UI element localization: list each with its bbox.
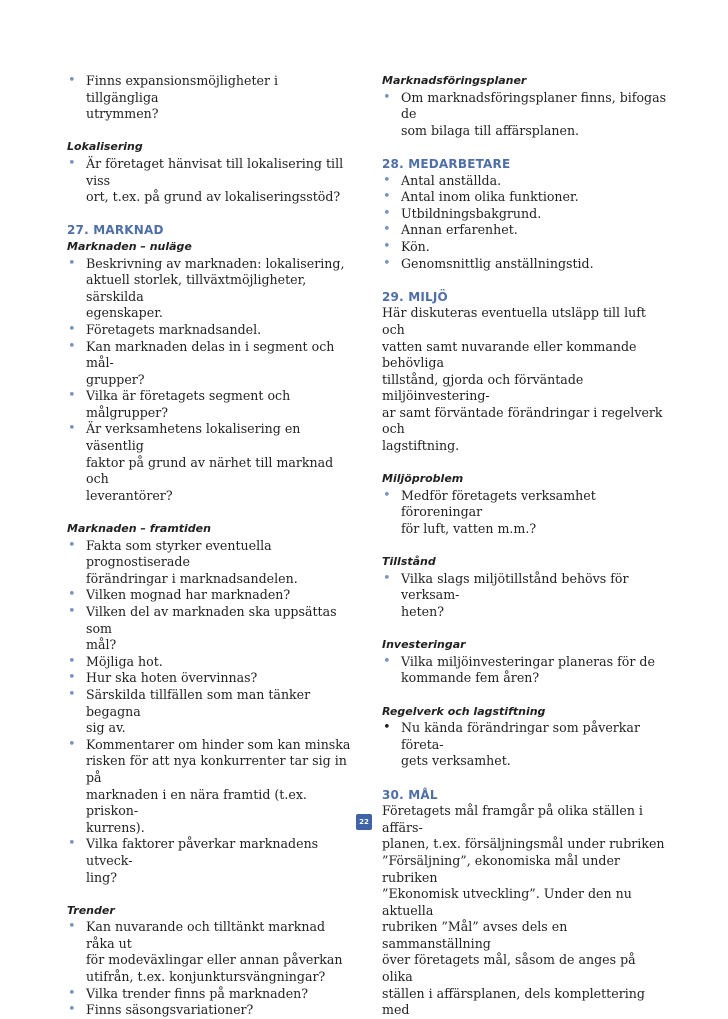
- paragraph-mal: Företagets mål framgår på olika ställen i affärs- planen, t.ex. försäljningsmål under rubriken ”Försäljning”, ekonomiska mål under rubriken ”Ekonomisk utveckling”. Under den nu aktuella rubriken ”Mål” avses dels en sammanställning över företagets mål, såsom de anges på olika ställen i affärsplanen, dels komplettering med: [382, 803, 665, 1018]
- bullet-item: • Medför företagets verksamhet föroreningar för luft, vatten m.m.?: [382, 488, 668, 538]
- bullet-item: • Vilka slags miljötillstånd behövs för verksam- heten?: [382, 571, 668, 621]
- bullet-item: • Vilken del av marknaden ska uppsättas som mål?: [67, 604, 351, 654]
- bullet-item: • Utbildningsbakgrund.: [382, 206, 668, 223]
- heading-medarbetare: 28. MEDARBETARE: [382, 156, 511, 171]
- bullet-item: • Kön.: [382, 239, 668, 256]
- subheading-lokalisering: Lokalisering: [67, 140, 143, 154]
- bullet-item: • Är verksamhetens lokalisering en väsentlig faktor på grund av närhet till marknad och leverantörer?: [67, 421, 351, 504]
- bullet-item: • Om marknadsföringsplaner finns, bifogas de som bilaga till affärsplanen.: [382, 90, 668, 140]
- bullet-item: • Kan marknaden delas in i segment och mål- grupper?: [67, 339, 351, 389]
- bullet-item: • Kommentarer om hinder som kan minska risken för att nya konkurrenter tar sig in på marknaden i en nära framtid (t.ex. priskon- kurrens).: [67, 737, 351, 837]
- bullet-item: • Kan nuvarande och tilltänkt marknad råka ut för modeväxlingar eller annan påverkan utifrån, t.ex. konjunktursvängningar?: [67, 919, 351, 985]
- subheading-miljoproblem: Miljöproblem: [382, 472, 464, 486]
- bullet-item: • Annan erfarenhet.: [382, 222, 668, 239]
- page-number: 22: [356, 814, 372, 830]
- bullet-item: • Fakta som styrker eventuella prognostiserade förändringar i marknadsandelen.: [67, 538, 351, 588]
- bullet-item: • Vilka faktorer påverkar marknadens utveck- ling?: [67, 836, 351, 886]
- bullet-item: • Finns säsongsvariationer?: [67, 1002, 351, 1019]
- bullet-item: • Beskrivning av marknaden: lokalisering, aktuell storlek, tillväxtmöjligheter, särskilda egenskaper.: [67, 256, 351, 322]
- bullet-item: • Antal anställda.: [382, 173, 668, 190]
- subheading-tillstand: Tillstånd: [382, 555, 436, 569]
- subheading-regelverk: Regelverk och lagstiftning: [382, 704, 546, 718]
- bullet-item: • Vilken mognad har marknaden?: [67, 587, 351, 604]
- bullet-item: • Hur ska hoten övervinnas?: [67, 670, 351, 687]
- paragraph-miljo: Här diskuteras eventuella utsläpp till luft och vatten samt nuvarande eller kommande behövliga tillstånd, gjorda och förväntade miljöinvestering- ar samt förväntade förändringar i regelverk och lagstiftning.: [382, 305, 663, 454]
- heading-mal: 30. MÅL: [382, 787, 438, 802]
- left-column: [67, 73, 351, 1019]
- bullet-item: • Vilka miljöinvesteringar planeras för de kommande fem åren?: [382, 654, 668, 687]
- subheading-marknaden-framtiden: Marknaden – framtiden: [67, 522, 211, 536]
- bullet-item: • Företagets marknadsandel.: [67, 322, 351, 339]
- bullet-item: • Nu kända förändringar som påverkar företa- gets verksamhet.: [382, 720, 668, 770]
- subheading-marknaden-nulage: Marknaden – nuläge: [67, 239, 192, 253]
- heading-miljo: 29. MILJÖ: [382, 289, 448, 304]
- subheading-trender: Trender: [67, 903, 115, 917]
- heading-marknad: 27. MARKNAD: [67, 223, 164, 238]
- right-column: [382, 73, 668, 1019]
- bullet-item: • Vilka är företagets segment och målgrupper?: [67, 388, 351, 421]
- bullet-item: • Finns expansionsmöjligheter i tillgängliga utrymmen?: [67, 73, 351, 123]
- bullet-item: • Genomsnittlig anställningstid.: [382, 256, 668, 273]
- subheading-marknadsforingsplaner: Marknadsföringsplaner: [382, 74, 527, 87]
- bullet-item: • Särskilda tillfällen som man tänker begagna sig av.: [67, 687, 351, 737]
- bullet-item: • Är företaget hänvisat till lokalisering till viss ort, t.ex. på grund av lokaliseringsstöd?: [67, 156, 351, 206]
- bullet-item: • Möjliga hot.: [67, 654, 351, 671]
- bullet-item: • Vilka trender finns på marknaden?: [67, 986, 351, 1003]
- bullet-item: • Antal inom olika funktioner.: [382, 189, 668, 206]
- subheading-investeringar: Investeringar: [382, 638, 466, 652]
